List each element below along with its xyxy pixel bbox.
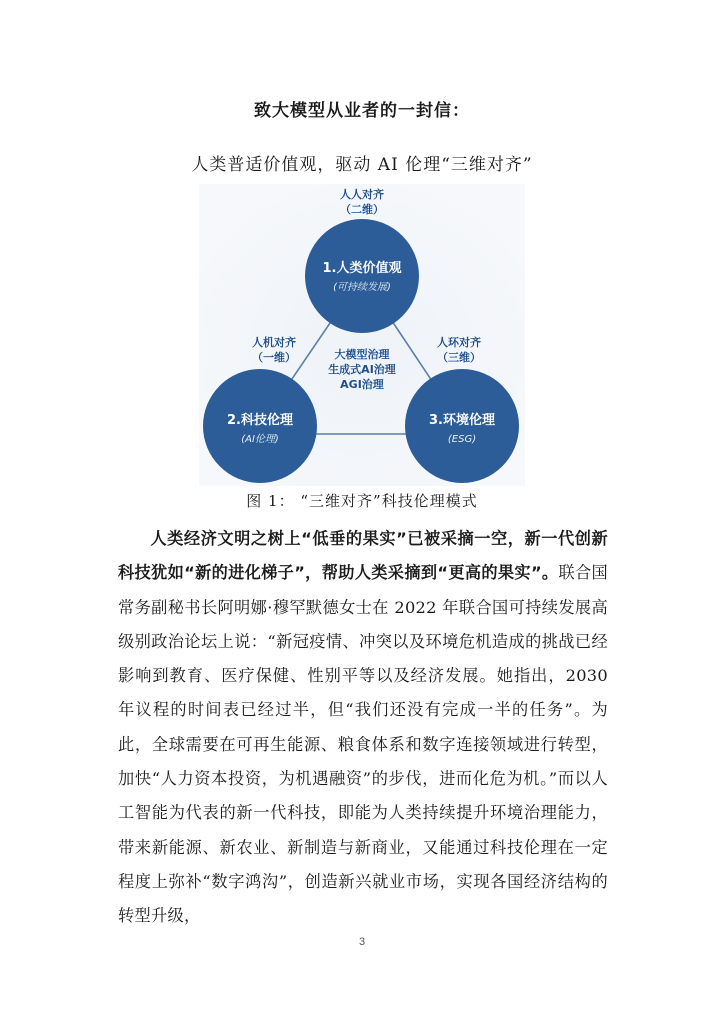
bold-lead-sentence: 人类经济文明之树上“低垂的果实”已被采摘一空，新一代创新科技犹如“新的进化梯子”，帮助人类采摘到“更高的果实”。 xyxy=(118,529,608,583)
center-text-genai-governance: 生成式AI治理 xyxy=(328,363,396,376)
circle-right-subtitle: (ESG) xyxy=(447,434,477,445)
circle-left-subtitle: (AI伦理) xyxy=(241,434,279,445)
body-text xyxy=(118,522,608,934)
document-title: 致大模型从业者的一封信： xyxy=(254,101,470,121)
figure-caption: 图 1： “三维对齐”科技伦理模式 xyxy=(246,492,478,510)
circle-top-title: 1.人类价值观 xyxy=(322,261,402,276)
label-human-environment-alignment: 人环对齐 xyxy=(437,336,481,349)
circle-top-subtitle: (可持续发展) xyxy=(333,282,391,293)
body-paragraph xyxy=(118,522,608,934)
label-human-machine-alignment: 人机对齐 xyxy=(252,336,296,349)
page-number: 3 xyxy=(358,936,366,948)
label-human-human-alignment: 人人对齐 xyxy=(340,188,384,201)
circle-left-title: 2.科技伦理 xyxy=(227,413,293,428)
circle-human-values xyxy=(305,219,419,333)
document-subtitle: 人类普适价值观，驱动 AI 伦理“三维对齐” xyxy=(191,155,533,175)
label-human-machine-dimension: （一维） xyxy=(252,351,296,364)
three-dimension-alignment-diagram xyxy=(199,184,525,486)
label-human-human-dimension: （二维） xyxy=(340,203,384,216)
center-text-agi-governance: AGI治理 xyxy=(340,378,384,391)
circle-right-title: 3.环境伦理 xyxy=(429,413,495,428)
label-human-environment-dimension: （三维） xyxy=(437,351,481,364)
center-text-llm-governance: 大模型治理 xyxy=(334,348,390,361)
paragraph-text: 联合国常务副秘书长阿明娜·穆罕默德女士在 2022 年联合国可持续发展高级别政治论坛上说：“新冠疫情、冲突以及环境危机造成的挑战已经影响到教育、医疗保健、性别平等以及经济发展。她指出，2030 年议程的时间表已经过半，但“我们还没有完成一半的任务”。为此，全球需要在可再生能源、粮食体系和数字连接领域进行转型，加快“人力资本投资，为机遇融资”的步伐，进而化危为机。”而以人工智能为代表的新一代科技，即能为人类持续提升环境治理能力，带来新能源、新农业、新制造与新商业，又能通过科技伦理在一定程度上弥补“数字鸿沟”，创造新兴就业市场，实现各国经济结构的转型升级， xyxy=(118,563,608,926)
